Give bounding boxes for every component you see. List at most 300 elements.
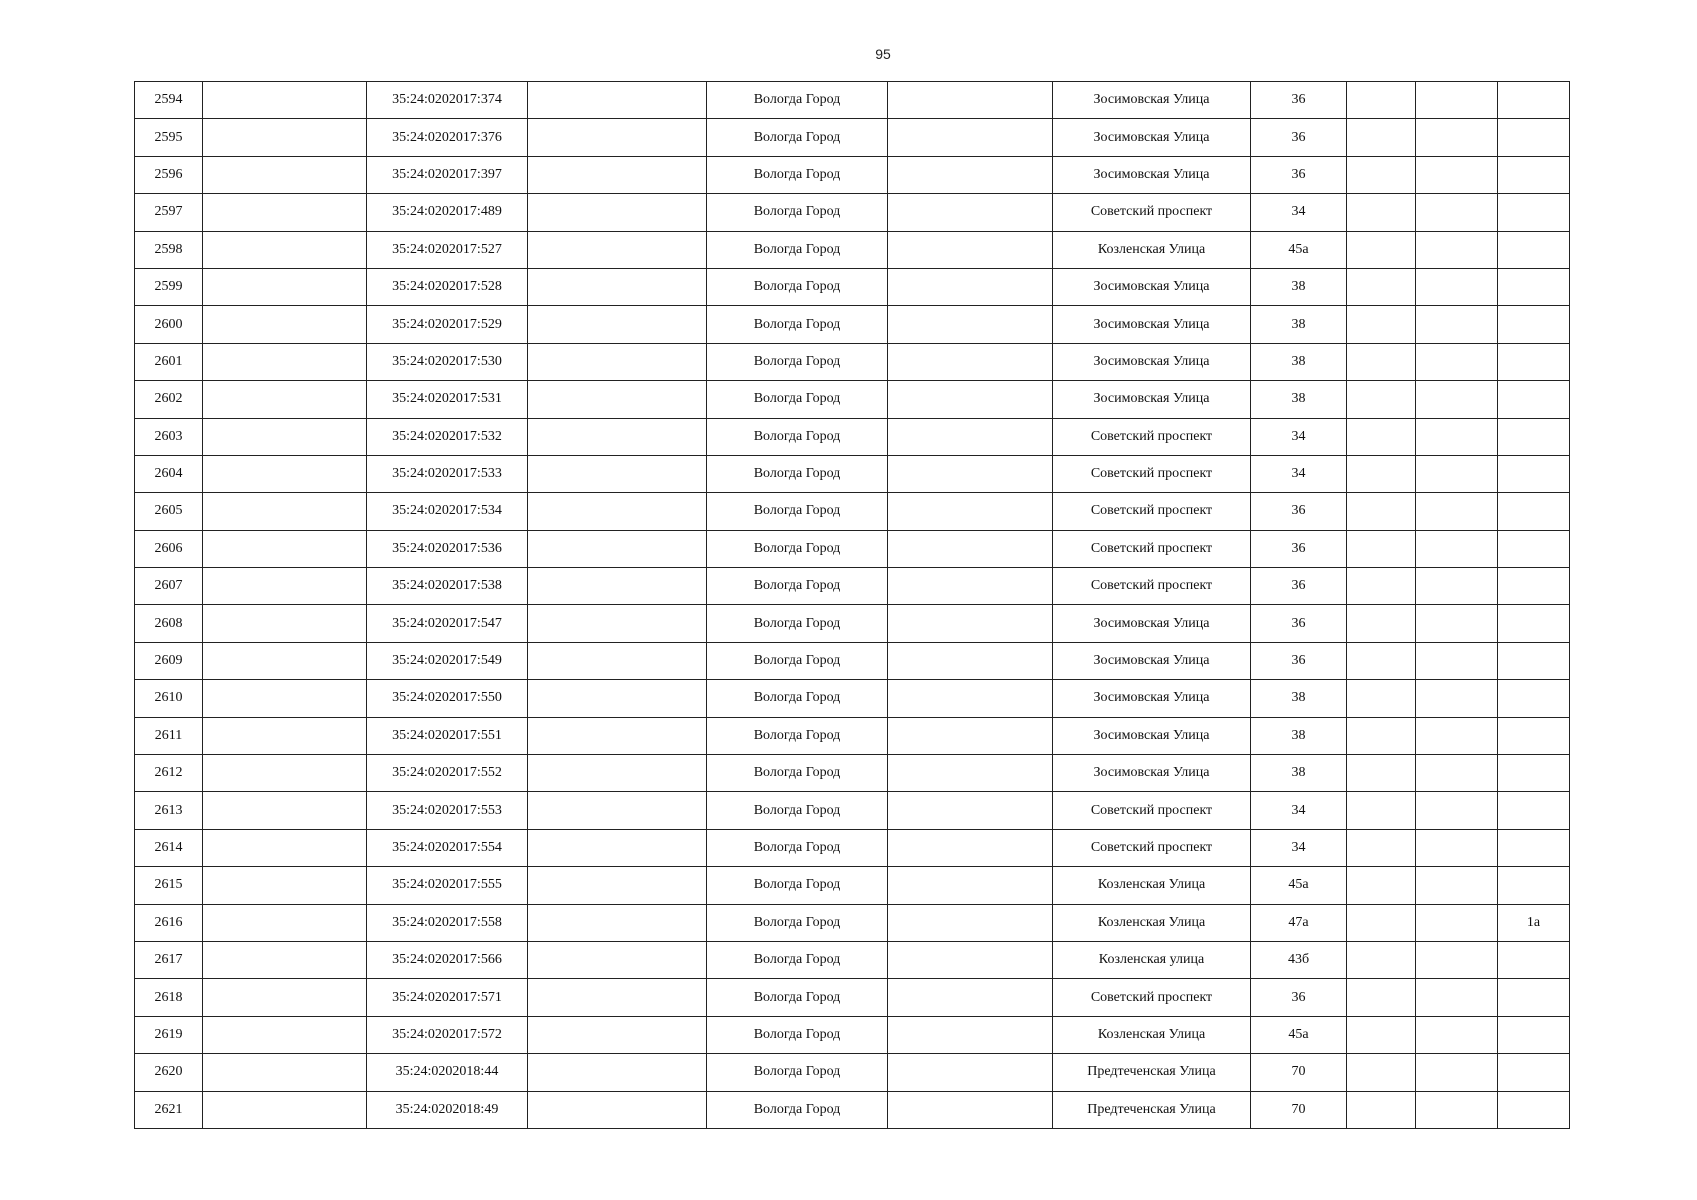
empty-cell: [528, 418, 707, 455]
empty-cell: [888, 829, 1053, 866]
cell-extra: [1498, 642, 1570, 679]
empty-cell: [1416, 1016, 1498, 1053]
empty-cell: [1347, 530, 1416, 567]
cell-extra: [1498, 194, 1570, 231]
table-row: [135, 231, 1570, 268]
empty-cell: [1347, 1054, 1416, 1091]
empty-cell: [528, 680, 707, 717]
empty-cell: [888, 530, 1053, 567]
empty-cell: [528, 717, 707, 754]
empty-cell: [1347, 119, 1416, 156]
cell-house: 34: [1251, 455, 1347, 492]
cell-city: Вологда Город: [707, 829, 888, 866]
empty-cell: [1347, 418, 1416, 455]
table-row: [135, 979, 1570, 1016]
cell-cadastral: 35:24:0202017:549: [367, 642, 528, 679]
empty-cell: [1347, 194, 1416, 231]
registry-table: [134, 81, 1570, 1129]
empty-cell: [888, 231, 1053, 268]
cell-street: Козленская Улица: [1053, 231, 1251, 268]
empty-cell: [1416, 1091, 1498, 1128]
empty-cell: [1347, 755, 1416, 792]
empty-cell: [1416, 268, 1498, 305]
cell-extra: [1498, 493, 1570, 530]
table-row: [135, 680, 1570, 717]
empty-cell: [203, 119, 367, 156]
cell-cadastral: 35:24:0202017:489: [367, 194, 528, 231]
empty-cell: [203, 156, 367, 193]
cell-id: 2605: [135, 493, 203, 530]
table-row: [135, 755, 1570, 792]
empty-cell: [528, 194, 707, 231]
empty-cell: [1416, 904, 1498, 941]
cell-extra: [1498, 680, 1570, 717]
table-row: [135, 455, 1570, 492]
cell-street: Предтеченская Улица: [1053, 1054, 1251, 1091]
cell-extra: [1498, 530, 1570, 567]
cell-id: 2598: [135, 231, 203, 268]
cell-house: 36: [1251, 82, 1347, 119]
cell-id: 2601: [135, 343, 203, 380]
cell-extra: [1498, 381, 1570, 418]
empty-cell: [1416, 156, 1498, 193]
empty-cell: [528, 156, 707, 193]
cell-cadastral: 35:24:0202017:550: [367, 680, 528, 717]
empty-cell: [203, 904, 367, 941]
empty-cell: [1416, 792, 1498, 829]
cell-id: 2608: [135, 605, 203, 642]
empty-cell: [1347, 455, 1416, 492]
cell-cadastral: 35:24:0202017:552: [367, 755, 528, 792]
cell-id: 2621: [135, 1091, 203, 1128]
cell-id: 2595: [135, 119, 203, 156]
cell-extra: [1498, 82, 1570, 119]
cell-cadastral: 35:24:0202018:44: [367, 1054, 528, 1091]
empty-cell: [1416, 455, 1498, 492]
cell-cadastral: 35:24:0202017:532: [367, 418, 528, 455]
cell-city: Вологда Город: [707, 455, 888, 492]
cell-cadastral: 35:24:0202017:572: [367, 1016, 528, 1053]
cell-house: 34: [1251, 792, 1347, 829]
cell-extra: [1498, 156, 1570, 193]
empty-cell: [528, 306, 707, 343]
empty-cell: [1416, 717, 1498, 754]
cell-cadastral: 35:24:0202017:528: [367, 268, 528, 305]
cell-house: 38: [1251, 680, 1347, 717]
cell-street: Козленская Улица: [1053, 904, 1251, 941]
cell-id: 2600: [135, 306, 203, 343]
cell-extra: 1а: [1498, 904, 1570, 941]
empty-cell: [203, 418, 367, 455]
empty-cell: [203, 343, 367, 380]
cell-city: Вологда Город: [707, 1054, 888, 1091]
cell-extra: [1498, 418, 1570, 455]
cell-city: Вологда Город: [707, 119, 888, 156]
empty-cell: [888, 755, 1053, 792]
cell-id: 2599: [135, 268, 203, 305]
cell-extra: [1498, 605, 1570, 642]
empty-cell: [888, 268, 1053, 305]
table-row: [135, 904, 1570, 941]
empty-cell: [1347, 493, 1416, 530]
table-row: [135, 343, 1570, 380]
cell-id: 2607: [135, 568, 203, 605]
empty-cell: [888, 343, 1053, 380]
cell-house: 36: [1251, 642, 1347, 679]
cell-extra: [1498, 755, 1570, 792]
cell-cadastral: 35:24:0202017:534: [367, 493, 528, 530]
empty-cell: [203, 829, 367, 866]
empty-cell: [1347, 680, 1416, 717]
cell-id: 2603: [135, 418, 203, 455]
empty-cell: [1416, 829, 1498, 866]
cell-house: 34: [1251, 829, 1347, 866]
empty-cell: [1347, 568, 1416, 605]
empty-cell: [528, 755, 707, 792]
cell-id: 2613: [135, 792, 203, 829]
cell-street: Зосимовская Улица: [1053, 717, 1251, 754]
empty-cell: [1347, 306, 1416, 343]
cell-cadastral: 35:24:0202017:538: [367, 568, 528, 605]
empty-cell: [888, 904, 1053, 941]
cell-id: 2594: [135, 82, 203, 119]
cell-cadastral: 35:24:0202017:554: [367, 829, 528, 866]
empty-cell: [1347, 829, 1416, 866]
empty-cell: [1347, 605, 1416, 642]
empty-cell: [528, 979, 707, 1016]
cell-city: Вологда Город: [707, 605, 888, 642]
cell-city: Вологда Город: [707, 156, 888, 193]
empty-cell: [1416, 381, 1498, 418]
table-row: [135, 306, 1570, 343]
empty-cell: [1416, 306, 1498, 343]
empty-cell: [888, 979, 1053, 1016]
cell-street: Советский проспект: [1053, 194, 1251, 231]
cell-cadastral: 35:24:0202017:527: [367, 231, 528, 268]
cell-cadastral: 35:24:0202017:374: [367, 82, 528, 119]
cell-cadastral: 35:24:0202017:553: [367, 792, 528, 829]
cell-extra: [1498, 119, 1570, 156]
cell-id: 2596: [135, 156, 203, 193]
cell-house: 70: [1251, 1054, 1347, 1091]
cell-street: Зосимовская Улица: [1053, 156, 1251, 193]
empty-cell: [528, 605, 707, 642]
empty-cell: [203, 941, 367, 978]
cell-street: Зосимовская Улица: [1053, 82, 1251, 119]
cell-city: Вологда Город: [707, 306, 888, 343]
empty-cell: [528, 82, 707, 119]
empty-cell: [888, 156, 1053, 193]
cell-cadastral: 35:24:0202017:566: [367, 941, 528, 978]
empty-cell: [203, 268, 367, 305]
empty-cell: [528, 792, 707, 829]
cell-house: 36: [1251, 530, 1347, 567]
empty-cell: [888, 605, 1053, 642]
cell-street: Советский проспект: [1053, 568, 1251, 605]
empty-cell: [203, 530, 367, 567]
empty-cell: [203, 867, 367, 904]
cell-cadastral: 35:24:0202017:547: [367, 605, 528, 642]
cell-house: 47а: [1251, 904, 1347, 941]
registry-body: [135, 82, 1570, 1129]
cell-city: Вологда Город: [707, 493, 888, 530]
empty-cell: [528, 343, 707, 380]
table-row: [135, 941, 1570, 978]
cell-id: 2620: [135, 1054, 203, 1091]
empty-cell: [1416, 1054, 1498, 1091]
cell-street: Зосимовская Улица: [1053, 268, 1251, 305]
table-row: [135, 792, 1570, 829]
cell-cadastral: 35:24:0202017:531: [367, 381, 528, 418]
empty-cell: [203, 1091, 367, 1128]
cell-extra: [1498, 1016, 1570, 1053]
table-row: [135, 1016, 1570, 1053]
cell-house: 45а: [1251, 867, 1347, 904]
empty-cell: [1416, 493, 1498, 530]
empty-cell: [1347, 1016, 1416, 1053]
cell-id: 2597: [135, 194, 203, 231]
cell-extra: [1498, 306, 1570, 343]
cell-house: 38: [1251, 343, 1347, 380]
cell-house: 38: [1251, 381, 1347, 418]
empty-cell: [528, 1054, 707, 1091]
empty-cell: [1347, 642, 1416, 679]
empty-cell: [888, 119, 1053, 156]
empty-cell: [1416, 642, 1498, 679]
cell-cadastral: 35:24:0202018:49: [367, 1091, 528, 1128]
empty-cell: [528, 231, 707, 268]
empty-cell: [888, 867, 1053, 904]
cell-id: 2617: [135, 941, 203, 978]
cell-street: Зосимовская Улица: [1053, 755, 1251, 792]
cell-street: Зосимовская Улица: [1053, 605, 1251, 642]
table-row: [135, 493, 1570, 530]
cell-street: Зосимовская Улица: [1053, 306, 1251, 343]
empty-cell: [203, 680, 367, 717]
cell-street: Советский проспект: [1053, 792, 1251, 829]
table-row: [135, 717, 1570, 754]
cell-city: Вологда Город: [707, 381, 888, 418]
empty-cell: [888, 792, 1053, 829]
cell-city: Вологда Город: [707, 642, 888, 679]
empty-cell: [528, 119, 707, 156]
cell-city: Вологда Город: [707, 268, 888, 305]
cell-cadastral: 35:24:0202017:571: [367, 979, 528, 1016]
cell-extra: [1498, 792, 1570, 829]
empty-cell: [888, 381, 1053, 418]
cell-id: 2602: [135, 381, 203, 418]
empty-cell: [1347, 268, 1416, 305]
cell-id: 2604: [135, 455, 203, 492]
empty-cell: [888, 717, 1053, 754]
cell-street: Советский проспект: [1053, 829, 1251, 866]
cell-extra: [1498, 941, 1570, 978]
cell-city: Вологда Город: [707, 1016, 888, 1053]
empty-cell: [1347, 343, 1416, 380]
table-row: [135, 530, 1570, 567]
empty-cell: [888, 1016, 1053, 1053]
cell-cadastral: 35:24:0202017:533: [367, 455, 528, 492]
empty-cell: [1416, 418, 1498, 455]
cell-cadastral: 35:24:0202017:558: [367, 904, 528, 941]
empty-cell: [203, 82, 367, 119]
cell-house: 36: [1251, 493, 1347, 530]
cell-extra: [1498, 455, 1570, 492]
cell-city: Вологда Город: [707, 867, 888, 904]
empty-cell: [1416, 231, 1498, 268]
empty-cell: [888, 680, 1053, 717]
cell-street: Советский проспект: [1053, 493, 1251, 530]
empty-cell: [1347, 904, 1416, 941]
cell-city: Вологда Город: [707, 979, 888, 1016]
empty-cell: [1416, 194, 1498, 231]
cell-street: Козленская Улица: [1053, 867, 1251, 904]
empty-cell: [1347, 867, 1416, 904]
empty-cell: [203, 979, 367, 1016]
empty-cell: [1416, 82, 1498, 119]
cell-cadastral: 35:24:0202017:536: [367, 530, 528, 567]
empty-cell: [528, 268, 707, 305]
cell-extra: [1498, 1054, 1570, 1091]
cell-extra: [1498, 231, 1570, 268]
empty-cell: [203, 717, 367, 754]
table-row: [135, 194, 1570, 231]
empty-cell: [203, 1054, 367, 1091]
cell-extra: [1498, 829, 1570, 866]
empty-cell: [528, 867, 707, 904]
empty-cell: [1416, 867, 1498, 904]
cell-id: 2614: [135, 829, 203, 866]
empty-cell: [888, 493, 1053, 530]
table-row: [135, 829, 1570, 866]
cell-city: Вологда Город: [707, 680, 888, 717]
empty-cell: [528, 381, 707, 418]
cell-id: 2610: [135, 680, 203, 717]
cell-street: Зосимовская Улица: [1053, 381, 1251, 418]
empty-cell: [203, 1016, 367, 1053]
empty-cell: [528, 904, 707, 941]
empty-cell: [1416, 119, 1498, 156]
empty-cell: [1347, 1091, 1416, 1128]
cell-city: Вологда Город: [707, 231, 888, 268]
empty-cell: [528, 455, 707, 492]
cell-house: 38: [1251, 755, 1347, 792]
empty-cell: [888, 568, 1053, 605]
empty-cell: [528, 493, 707, 530]
empty-cell: [203, 755, 367, 792]
cell-city: Вологда Город: [707, 717, 888, 754]
empty-cell: [528, 642, 707, 679]
empty-cell: [1347, 941, 1416, 978]
cell-city: Вологда Город: [707, 194, 888, 231]
cell-city: Вологда Город: [707, 792, 888, 829]
cell-extra: [1498, 867, 1570, 904]
cell-cadastral: 35:24:0202017:376: [367, 119, 528, 156]
cell-street: Советский проспект: [1053, 418, 1251, 455]
cell-city: Вологда Город: [707, 755, 888, 792]
cell-house: 38: [1251, 717, 1347, 754]
empty-cell: [203, 381, 367, 418]
cell-street: Козленская улица: [1053, 941, 1251, 978]
cell-street: Советский проспект: [1053, 530, 1251, 567]
empty-cell: [528, 1016, 707, 1053]
empty-cell: [203, 642, 367, 679]
table-row: [135, 1054, 1570, 1091]
page-number: 95: [875, 46, 891, 62]
empty-cell: [1416, 530, 1498, 567]
empty-cell: [888, 455, 1053, 492]
cell-house: 36: [1251, 156, 1347, 193]
empty-cell: [203, 605, 367, 642]
empty-cell: [1347, 82, 1416, 119]
empty-cell: [1347, 792, 1416, 829]
empty-cell: [888, 642, 1053, 679]
cell-extra: [1498, 717, 1570, 754]
empty-cell: [1347, 381, 1416, 418]
empty-cell: [528, 568, 707, 605]
cell-cadastral: 35:24:0202017:551: [367, 717, 528, 754]
table-row: [135, 381, 1570, 418]
empty-cell: [888, 1054, 1053, 1091]
cell-street: Зосимовская Улица: [1053, 642, 1251, 679]
empty-cell: [888, 941, 1053, 978]
cell-house: 43б: [1251, 941, 1347, 978]
cell-cadastral: 35:24:0202017:530: [367, 343, 528, 380]
empty-cell: [888, 194, 1053, 231]
cell-id: 2618: [135, 979, 203, 1016]
cell-city: Вологда Город: [707, 1091, 888, 1128]
empty-cell: [1416, 979, 1498, 1016]
empty-cell: [528, 941, 707, 978]
cell-city: Вологда Город: [707, 941, 888, 978]
cell-cadastral: 35:24:0202017:397: [367, 156, 528, 193]
cell-id: 2616: [135, 904, 203, 941]
empty-cell: [203, 306, 367, 343]
cell-extra: [1498, 979, 1570, 1016]
table-row: [135, 568, 1570, 605]
empty-cell: [203, 792, 367, 829]
cell-street: Предтеченская Улица: [1053, 1091, 1251, 1128]
empty-cell: [528, 530, 707, 567]
empty-cell: [888, 418, 1053, 455]
empty-cell: [1416, 755, 1498, 792]
empty-cell: [1416, 568, 1498, 605]
cell-house: 34: [1251, 194, 1347, 231]
empty-cell: [888, 306, 1053, 343]
cell-city: Вологда Город: [707, 530, 888, 567]
empty-cell: [1347, 979, 1416, 1016]
cell-street: Советский проспект: [1053, 979, 1251, 1016]
cell-id: 2612: [135, 755, 203, 792]
cell-extra: [1498, 568, 1570, 605]
cell-city: Вологда Город: [707, 904, 888, 941]
empty-cell: [1416, 941, 1498, 978]
cell-city: Вологда Город: [707, 568, 888, 605]
cell-city: Вологда Город: [707, 82, 888, 119]
empty-cell: [1416, 605, 1498, 642]
empty-cell: [1416, 343, 1498, 380]
cell-house: 70: [1251, 1091, 1347, 1128]
cell-house: 34: [1251, 418, 1347, 455]
table-row: [135, 642, 1570, 679]
table-row: [135, 1091, 1570, 1128]
empty-cell: [1347, 156, 1416, 193]
empty-cell: [888, 1091, 1053, 1128]
empty-cell: [203, 455, 367, 492]
cell-street: Зосимовская Улица: [1053, 680, 1251, 717]
cell-city: Вологда Город: [707, 343, 888, 380]
empty-cell: [1347, 231, 1416, 268]
